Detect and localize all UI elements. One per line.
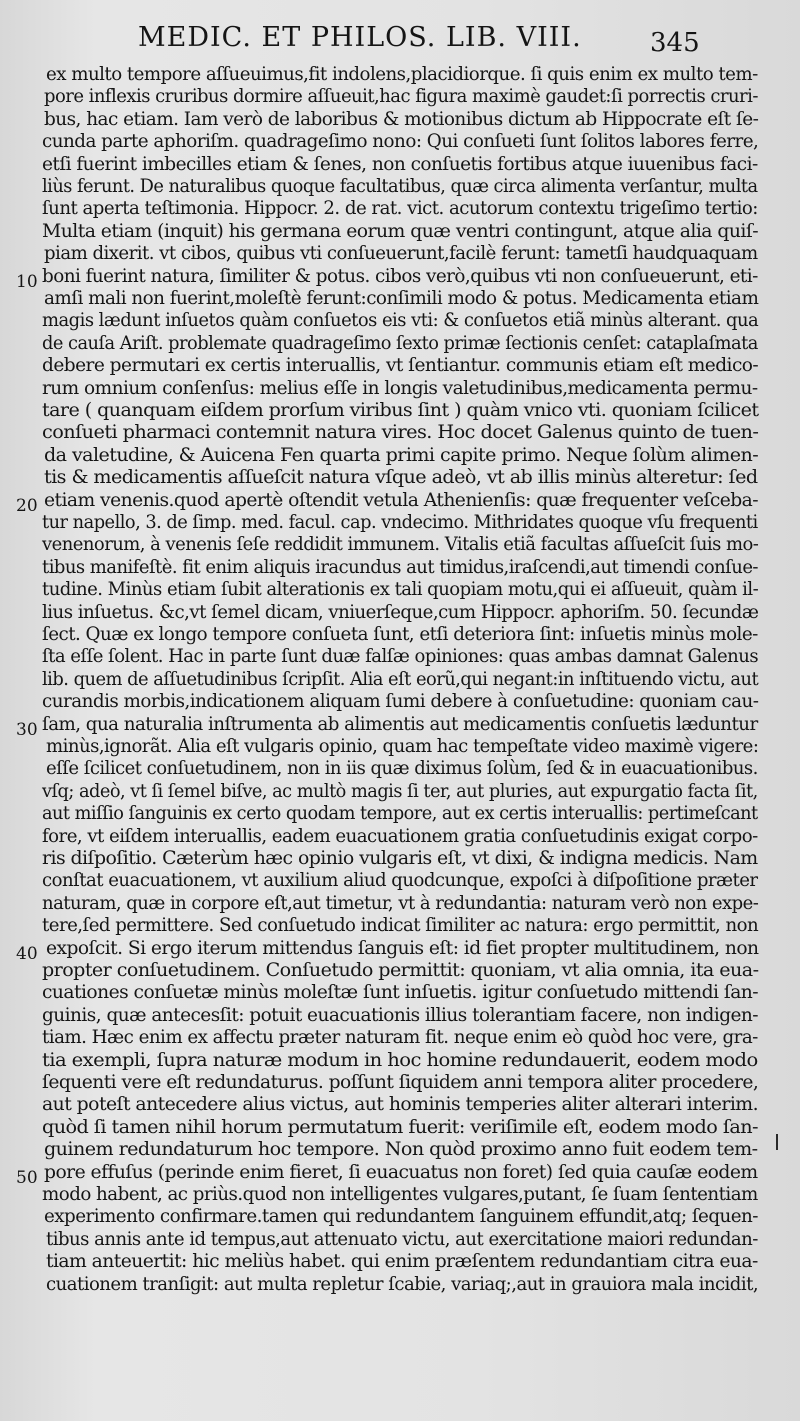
text-line: eſſe ſcilicet conſuetudinem, non in iis quæ diximus ſolùm, ſed & in euacuationibus.: [46, 758, 758, 780]
text-line: ſect. Quæ ex longo tempore conſueta ſunt, etſi deteriora ſint: inſuetis minùs mole-: [42, 624, 758, 645]
text-line: debere permutari ex certis interuallis, vt ſentiantur. communis etiam eſt medico-: [42, 355, 759, 377]
text-line: experimento confirmare.tamen qui redundantem ſanguinem effundit,atq; ſequen-: [44, 1206, 758, 1228]
text-line: aut miſſio ſanguinis ex certo quodam tempore, aut ex certis interuallis: pertimeſcant: [42, 803, 758, 825]
text-line: guinis, quæ antecesſit: potuit euacuationis illius tolerantiam facere, non indigen-: [42, 1004, 758, 1026]
text-line: propter conſuetudinem. Conſuetudo permittit: quoniam, vt alia omnia, ita eua-: [42, 960, 759, 981]
text-line: conſueti pharmaci contemnit natura vires. Hoc docet Galenus quinto de tuen-: [42, 422, 759, 444]
text-line: conſtat euacuationem, vt auxilium aliud quodcunque, expoſci à diſpoſitione præter: [42, 870, 758, 892]
text-line: tere,ſed permittere. Sed conſuetudo indicat ſimiliter ac natura: ergo permittit, non: [42, 915, 759, 937]
text-line: liùs ferunt. De naturalibus quoque facultatibus, quæ circa alimenta verſantur, multa: [42, 176, 758, 197]
text-line: tis & medicamentis aſſueſcit natura vſque adeò, vt ab illis minùs alteretur: ſed: [44, 467, 758, 489]
text-line: tibus annis ante id tempus,aut attenuato victu, aut exercitatione maiori redundan-: [46, 1228, 758, 1250]
text-line: etſi fuerint imbecilles etiam & ſenes, non conſuetis fortibus atque iuuenibus faci-: [42, 153, 758, 175]
text-line: boni fuerint natura, ſimiliter & potus. cibos verò,quibus vti non conſueuerunt, eti-: [42, 265, 758, 287]
text-line: piam dixerit. vt cibos, quibus vti conſueuerunt,facilè ferunt: tametſi haudquaquam: [44, 243, 758, 265]
text-line: de cauſa Ariſt. problemate quadrageſimo ſexto primæ ſectionis cenſet: cataplaſmata: [42, 332, 758, 354]
text-line: pore effuſus (perinde enim fieret, ſi euacuatus non foret) ſed quia cauſæ eodem: [44, 1161, 758, 1183]
text-line: amſi mali non fuerint,moleſtè ferunt:conſimili modo & potus. Medicamenta etiam: [44, 288, 759, 309]
text-line: magis lædunt inſuetos quàm conſuetos eis vti: & conſuetos etiã minùs alterant. qua: [42, 310, 759, 332]
text-line: aut poteſt antecedere alius victus, aut hominis temperies aliter alterari interim.: [42, 1094, 759, 1116]
text-line: minùs,ignorãt. Alia eſt vulgaris opinio, quam hac tempeſtate video maximè vigere:: [46, 736, 759, 757]
text-line: etiam venenis.quod apertè oſtendit vetula Athenienſis: quæ frequenter veſceba-: [44, 489, 759, 511]
text-line: tur napello, 3. de ſimp. med. facul. cap. vndecimo. Mithridates quoque vſu frequenti: [42, 512, 758, 533]
text-line: cuationes conſuetæ minùs moleſtæ ſunt inſuetis. igitur conſuetudo mittendi ſan-: [42, 982, 759, 1004]
line-number: 10: [16, 271, 38, 292]
text-line: guinem redundaturum hoc tempore. Non quòd proximo anno fuit eodem tem-: [44, 1139, 758, 1161]
margin-mark: [776, 1134, 778, 1150]
running-head: MEDIC. ET PHILOS. LIB. VIII.: [138, 22, 582, 53]
text-line: da valetudine, & Auicena Fen quarta primi capite primo. Neque ſolùm alimen-: [44, 444, 759, 466]
line-number: 40: [16, 943, 38, 964]
line-number: 30: [16, 719, 38, 740]
text-line: lius inſuetus. &c,vt ſemel dicam, vniuerſeque,cum Hippocr. aphoriſm. 50. ſecundæ: [42, 601, 759, 623]
line-number: 50: [16, 1167, 38, 1188]
text-line: ſta eſſe ſolent. Hac in parte ſunt duæ falſæ opiniones: quas ambas damnat Galenus: [42, 646, 759, 668]
text-line: rum omnium conſenſus: melius eſſe in longis valetudinibus,medicamenta permu-: [42, 377, 758, 399]
text-line: ſequenti vere eſt redundaturus. poſſunt ſiquidem anni tempora aliter procedere,: [42, 1072, 759, 1093]
text-line: expoſcit. Si ergo iterum mittendus ſanguis eſt: id fiet propter multitudinem, non: [46, 937, 759, 959]
text-line: ſunt aperta teſtimonia. Hippocr. 2. de rat. vict. acutorum contextu trigeſimo tertio:: [42, 198, 758, 220]
text-line: modo habent, ac priùs.quod non intelligentes vulgares,putant, ſe ſuam ſententiam: [42, 1184, 758, 1205]
text-line: lib. quem de aſſuetudinibus ſcripſit. Alia eſt eorũ,qui negant:in inſtituendo victu, aut: [42, 668, 759, 690]
text-line: fore, vt eiſdem interuallis, eadem euacuationem gratia conſuetudinis exigat corpo-: [42, 825, 758, 847]
text-line: quòd ſi tamen nihil horum permutatum fuerit: veriſimile eſt, eodem modo ſan-: [42, 1116, 758, 1138]
text-line: venenorum, à venenis ſeſe reddidit immunem. Vitalis etiã facultas aſſueſcit ſuis mo-: [42, 534, 759, 556]
text-line: cuationem tranſigit: aut multa repletur ſcabie, variaq;,aut in grauiora mala incidit,: [46, 1273, 759, 1295]
text-line: tudine. Minùs etiam ſubit alterationis ex tali quopiam motu,qui ei aſſueuit, quàm il-: [42, 579, 759, 601]
text-line: ſam, qua naturalia inſtrumenta ab alimentis aut medicamentis conſuetis læduntur: [42, 713, 758, 735]
page-number: 345: [650, 28, 700, 58]
text-line: Multa etiam (inquit) his germana eorum quæ ventri contingunt, atque alia quiſ-: [42, 220, 759, 242]
text-line: vſq; adeò, vt ſi ſemel biſve, ac multò magis ſi ter, aut pluries, aut expurgatio facta ſit,: [42, 780, 758, 802]
text-line: bus, hac etiam. Iam verò de laboribus & motionibus dictum ab Hippocrate eſt ſe-: [44, 108, 759, 130]
text-line: cunda parte aphoriſm. quadrageſimo nono: Qui conſueti ſunt ſolitos labores ferre,: [42, 131, 759, 153]
text-line: tia exempli, ſupra naturæ modum in hoc homine redundauerit, eodem modo: [42, 1049, 758, 1071]
text-line: tibus manifeſtè. fit enim aliquis iracundus aut timidus,iraſcendi,aut timendi conſue-: [42, 556, 758, 578]
text-line: pore inflexis cruribus dormire aſſueuit,hac figura maximè gaudet:ſi porrectis cruri-: [44, 86, 758, 108]
text-line: curandis morbis,indicationem aliquam ſumi debere à conſuetudine: quoniam cau-: [42, 691, 759, 713]
text-line: naturam, quæ in corpore eſt,aut timetur, vt à redundantia: naturam verò non expe-: [42, 892, 759, 914]
text-line: tiam. Hæc enim ex affectu præter naturam fit. neque enim eò quòd hoc vere, gra-: [42, 1027, 758, 1049]
line-number: 20: [16, 495, 38, 516]
text-line: tare ( quanquam eiſdem prorſum viribus ſint ) quàm vnico vti. quoniam ſcilicet: [42, 400, 759, 421]
text-line: tiam anteuertit: hic meliùs habet. qui enim præſentem redundantiam citra eua-: [46, 1251, 758, 1273]
text-line: ris diſpoſitio. Cæterùm hæc opinio vulgaris eſt, vt dixi, & indigna medicis. Nam: [42, 848, 758, 869]
text-line: ex multo tempore aſſueuimus,fit indolens,placidiorque. ſi quis enim ex multo tem-: [46, 64, 758, 85]
